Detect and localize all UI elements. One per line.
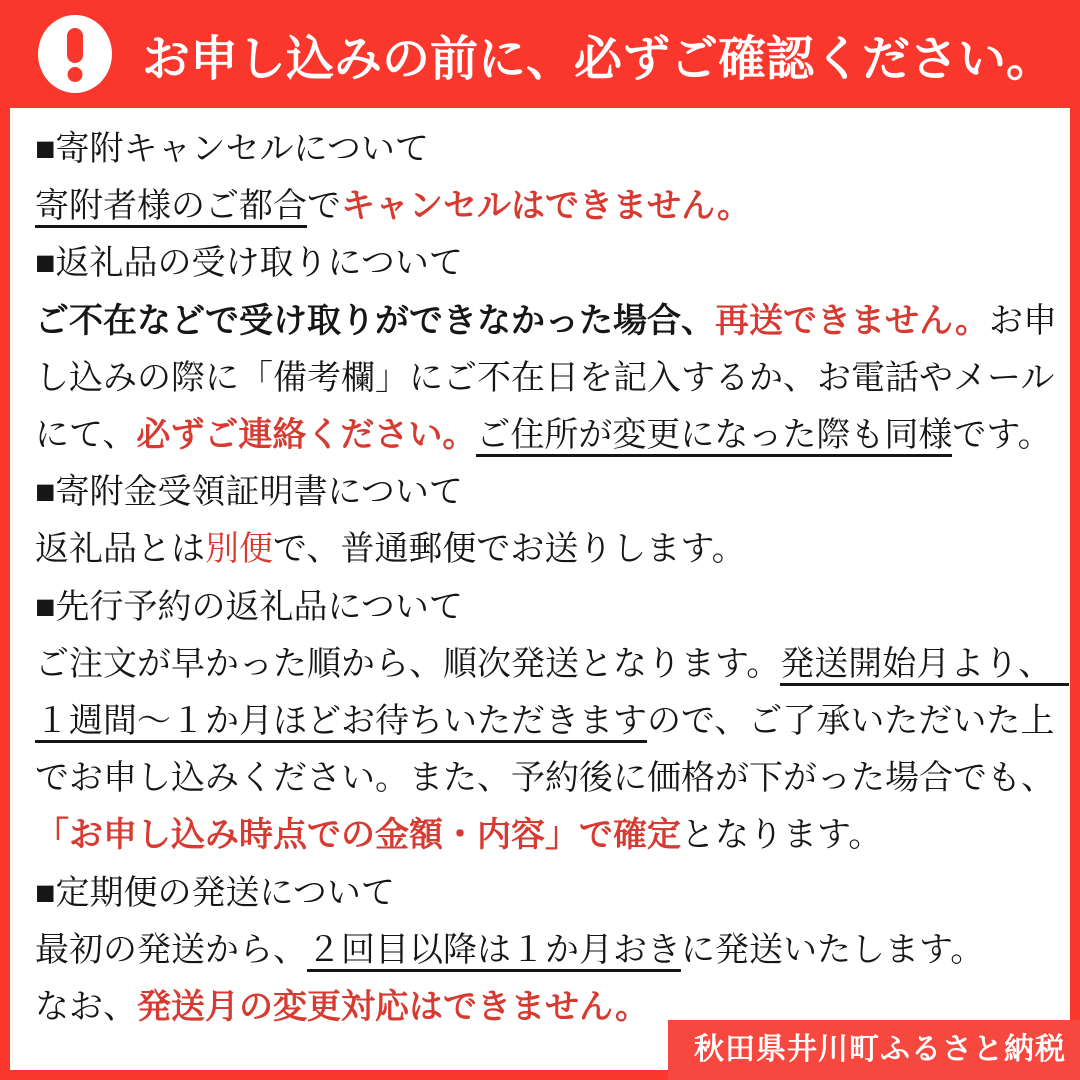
footer-brand-label: 秋田県井川町ふるさと納税 [694,1033,1066,1066]
exclamation-dot [68,67,83,82]
text-segment: 別便 [205,530,273,569]
text-segment: なお、 [35,988,137,1027]
notice-body [10,108,1070,1036]
text-segment: に発送いたします。 [681,930,985,969]
text-segment: ご住所が変更になった際も同様 [476,416,952,457]
text-segment: 最初の発送から、 [35,930,307,969]
text-segment: 必ずご連絡ください。 [136,416,477,455]
text-segment: ２回目以降は１か月おき [307,931,681,972]
text-segment: お申 [989,301,1058,340]
notice-line [35,579,1050,636]
footer-brand-tag [668,1020,1080,1080]
text-segment: ■返礼品の受け取りについて [35,244,463,283]
notice-line [35,636,1070,693]
text-segment: ■定期便の発送について [35,873,395,912]
text-segment: でお申し込みください。また、予約後に価格が下がった場合でも、 [35,759,1055,798]
notice-line [35,865,1050,922]
notice-line [35,464,1050,521]
text-segment: 「お申し込み時点での金額・内容」で確定 [35,816,681,855]
text-segment: 返礼品とは [35,530,205,569]
text-segment: です。 [952,416,1052,455]
notice-line [35,350,1055,407]
text-segment: 再送できません。 [715,301,990,340]
text-segment: し込みの際に「備考欄」にご不在日を記入するか、お電話やメール [35,358,1055,397]
notice-line [35,293,1058,350]
notice-line [35,807,1050,864]
notice-line [35,750,1055,807]
text-segment: 発送開始月より、 [780,645,1069,686]
alert-exclamation-icon [38,15,112,93]
notice-line [35,121,1050,178]
text-segment: にて、 [35,416,137,455]
exclamation-bar [67,28,83,63]
text-segment: ご注文が早かった順から、順次発送となります。 [35,644,781,683]
notice-body-panel [10,108,1070,1070]
text-segment: 発送月の変更対応はできません。 [137,988,650,1027]
notice-line [35,693,1055,750]
notice-line [35,521,1050,578]
text-segment: ■寄附金受領証明書について [35,473,463,512]
text-segment: ■寄附キャンセルについて [35,130,429,168]
text-segment: で、普通郵便でお送りします。 [273,530,746,569]
notice-line [35,407,1050,464]
text-segment: １週間～１か月ほどお待ちいただきます [35,702,647,743]
notice-line [35,922,1050,979]
text-segment: で [307,187,341,226]
text-segment: キャンセルはできません。 [341,187,752,226]
header-banner [0,0,1080,108]
text-segment: ■先行予約の返礼品について [35,587,463,626]
notice-line [35,235,1050,292]
header-title: お申し込みの前に、必ずご確認ください。 [142,32,1055,86]
text-segment: 寄附者様のご都合 [35,187,307,228]
text-segment: ので、ご了承いただいた上 [647,702,1055,741]
notice-line [35,178,1050,235]
text-segment: ご不在などで受け取りができなかった場合、 [35,301,715,340]
text-segment: となります。 [681,816,883,855]
